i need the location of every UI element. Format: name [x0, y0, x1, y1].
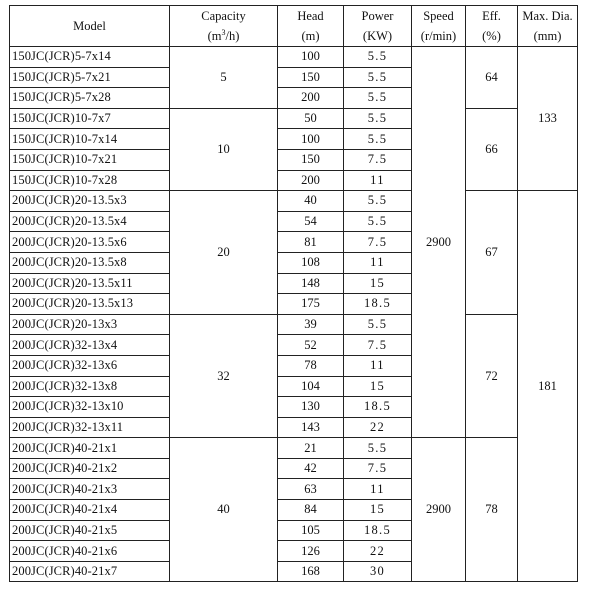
head-cell: 54 [278, 211, 344, 232]
model-cell: 150JC(JCR)10-7x21 [10, 149, 170, 170]
model-cell: 200JC(JCR)20-13.5x4 [10, 211, 170, 232]
table-header [10, 6, 578, 47]
model-cell: 200JC(JCR)40-21x5 [10, 520, 170, 541]
power-cell: 5.5 [344, 211, 412, 232]
head-cell: 42 [278, 458, 344, 479]
model-cell: 200JC(JCR)20-13.5x13 [10, 294, 170, 315]
power-cell: 5.5 [344, 191, 412, 212]
model-cell: 200JC(JCR)20-13.5x8 [10, 252, 170, 273]
head-cell: 143 [278, 417, 344, 438]
model-cell: 150JC(JCR)10-7x7 [10, 108, 170, 129]
head-cell: 200 [278, 170, 344, 191]
model-cell: 200JC(JCR)40-21x2 [10, 458, 170, 479]
head-cell: 150 [278, 67, 344, 88]
power-cell: 7.5 [344, 458, 412, 479]
model-cell: 200JC(JCR)32-13x8 [10, 376, 170, 397]
model-cell: 200JC(JCR)40-21x4 [10, 500, 170, 521]
power-cell: 7.5 [344, 335, 412, 356]
header-max-diameter-unit: (mm) [518, 26, 578, 47]
head-cell: 148 [278, 273, 344, 294]
head-cell: 100 [278, 129, 344, 150]
efficiency-cell: 66 [466, 108, 518, 190]
power-cell: 11 [344, 355, 412, 376]
header-efficiency: Eff. [466, 6, 518, 27]
power-cell: 11 [344, 170, 412, 191]
head-cell: 40 [278, 191, 344, 212]
head-cell: 84 [278, 500, 344, 521]
head-cell: 21 [278, 438, 344, 459]
power-cell: 15 [344, 376, 412, 397]
header-speed: Speed [412, 6, 466, 27]
head-cell: 168 [278, 561, 344, 582]
power-cell: 5.5 [344, 129, 412, 150]
table-row [10, 191, 578, 212]
efficiency-cell: 78 [466, 438, 518, 582]
power-cell: 5.5 [344, 47, 412, 68]
power-cell: 18.5 [344, 520, 412, 541]
model-cell: 200JC(JCR)40-21x7 [10, 561, 170, 582]
pump-spec-table [9, 5, 578, 582]
power-cell: 30 [344, 561, 412, 582]
efficiency-cell: 64 [466, 47, 518, 109]
capacity-cell: 32 [170, 314, 278, 438]
head-cell: 108 [278, 252, 344, 273]
power-cell: 7.5 [344, 149, 412, 170]
header-head-unit: (m) [278, 26, 344, 47]
power-cell: 18.5 [344, 397, 412, 418]
capacity-cell: 20 [170, 191, 278, 315]
model-cell: 200JC(JCR)40-21x3 [10, 479, 170, 500]
power-cell: 5.5 [344, 108, 412, 129]
head-cell: 78 [278, 355, 344, 376]
capacity-cell: 5 [170, 47, 278, 109]
model-cell: 200JC(JCR)20-13x3 [10, 314, 170, 335]
head-cell: 105 [278, 520, 344, 541]
efficiency-cell: 67 [466, 191, 518, 315]
model-cell: 150JC(JCR)5-7x14 [10, 47, 170, 68]
head-cell: 39 [278, 314, 344, 335]
model-cell: 150JC(JCR)10-7x28 [10, 170, 170, 191]
model-cell: 150JC(JCR)10-7x14 [10, 129, 170, 150]
power-cell: 22 [344, 541, 412, 562]
head-cell: 104 [278, 376, 344, 397]
model-cell: 200JC(JCR)20-13.5x6 [10, 232, 170, 253]
table-body [10, 47, 578, 582]
table-row [10, 108, 578, 129]
header-efficiency-unit: (%) [466, 26, 518, 47]
head-cell: 63 [278, 479, 344, 500]
capacity-cell: 40 [170, 438, 278, 582]
speed-cell: 2900 [412, 438, 466, 582]
power-cell: 5.5 [344, 88, 412, 109]
head-cell: 150 [278, 149, 344, 170]
speed-cell: 2900 [412, 47, 466, 438]
header-head: Head [278, 6, 344, 27]
model-cell: 200JC(JCR)32-13x11 [10, 417, 170, 438]
power-cell: 15 [344, 273, 412, 294]
model-cell: 150JC(JCR)5-7x21 [10, 67, 170, 88]
power-cell: 7.5 [344, 232, 412, 253]
power-cell: 11 [344, 252, 412, 273]
head-cell: 100 [278, 47, 344, 68]
head-cell: 50 [278, 108, 344, 129]
header-speed-unit: (r/min) [412, 26, 466, 47]
head-cell: 130 [278, 397, 344, 418]
power-cell: 15 [344, 500, 412, 521]
model-cell: 200JC(JCR)32-13x4 [10, 335, 170, 356]
head-cell: 175 [278, 294, 344, 315]
model-cell: 200JC(JCR)20-13.5x3 [10, 191, 170, 212]
capacity-cell: 10 [170, 108, 278, 190]
model-cell: 200JC(JCR)40-21x1 [10, 438, 170, 459]
power-cell: 5.5 [344, 438, 412, 459]
table-row [10, 438, 578, 459]
table-row [10, 314, 578, 335]
head-cell: 200 [278, 88, 344, 109]
model-cell: 200JC(JCR)20-13.5x11 [10, 273, 170, 294]
table-row [10, 47, 578, 68]
header-capacity-unit: $(m^3/h)$ [170, 26, 278, 47]
header-max-diameter: Max. Dia. [518, 6, 578, 27]
header-power-unit: (KW) [344, 26, 412, 47]
model-cell: 150JC(JCR)5-7x28 [10, 88, 170, 109]
power-cell: 5.5 [344, 67, 412, 88]
max-diameter-cell: 181 [518, 191, 578, 582]
model-cell: 200JC(JCR)32-13x6 [10, 355, 170, 376]
head-cell: 81 [278, 232, 344, 253]
model-cell: 200JC(JCR)32-13x10 [10, 397, 170, 418]
efficiency-cell: 72 [466, 314, 518, 438]
power-cell: 5.5 [344, 314, 412, 335]
power-cell: 11 [344, 479, 412, 500]
header-model: Model [10, 6, 170, 47]
head-cell: 52 [278, 335, 344, 356]
header-capacity: Capacity [170, 6, 278, 27]
max-diameter-cell: 133 [518, 47, 578, 191]
header-power: Power [344, 6, 412, 27]
power-cell: 22 [344, 417, 412, 438]
power-cell: 18.5 [344, 294, 412, 315]
head-cell: 126 [278, 541, 344, 562]
model-cell: 200JC(JCR)40-21x6 [10, 541, 170, 562]
